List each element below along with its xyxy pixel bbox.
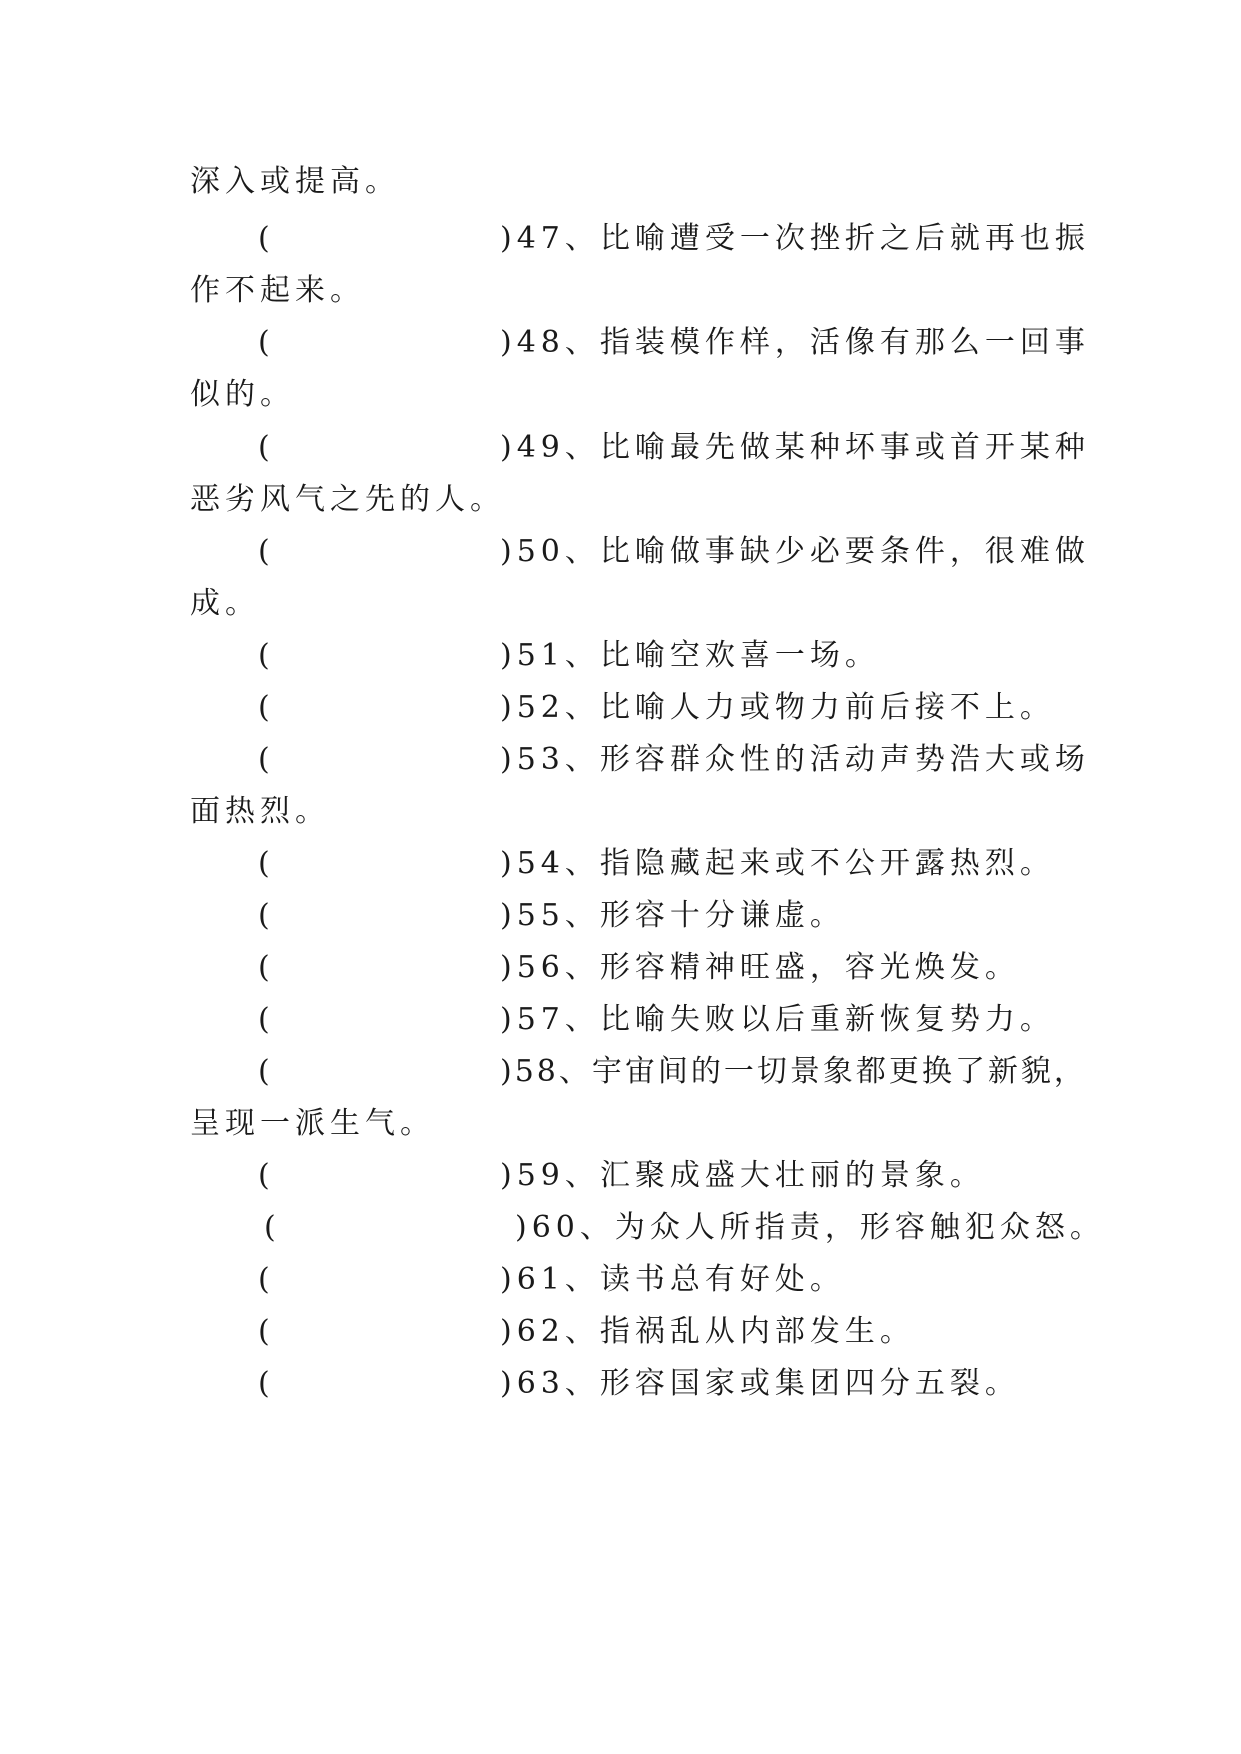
continuation-line: 面热烈。 bbox=[190, 794, 330, 829]
question-51: )51、比喻空欢喜一场。 bbox=[500, 638, 880, 673]
question-59: )59、汇聚成盛大壮丽的景象。 bbox=[500, 1158, 985, 1193]
answer-blank-open-paren: ( bbox=[258, 1262, 275, 1297]
question-61: )61、读书总有好处。 bbox=[500, 1262, 845, 1297]
answer-blank-open-paren: ( bbox=[258, 221, 275, 256]
answer-blank-open-paren: ( bbox=[258, 1366, 275, 1401]
answer-blank-open-paren: ( bbox=[258, 430, 275, 465]
answer-blank-open-paren: ( bbox=[258, 690, 275, 725]
continuation-line: 似的。 bbox=[190, 377, 295, 412]
question-52: )52、比喻人力或物力前后接不上。 bbox=[500, 690, 1055, 725]
question-63: )63、形容国家或集团四分五裂。 bbox=[500, 1366, 1020, 1401]
continuation-line: 深入或提高。 bbox=[190, 164, 400, 199]
answer-blank-open-paren: ( bbox=[258, 638, 275, 673]
question-50: )50、比喻做事缺少必要条件，很难做 bbox=[500, 534, 1090, 569]
question-58: )58、宇宙间的一切景象都更换了新貌， bbox=[500, 1054, 1087, 1089]
question-54: )54、指隐藏起来或不公开露热烈。 bbox=[500, 846, 1055, 881]
question-56: )56、形容精神旺盛，容光焕发。 bbox=[500, 950, 1020, 985]
question-47: )47、比喻遭受一次挫折之后就再也振 bbox=[500, 221, 1090, 256]
question-49: )49、比喻最先做某种坏事或首开某种 bbox=[500, 430, 1090, 465]
question-55: )55、形容十分谦虚。 bbox=[500, 898, 845, 933]
answer-blank-open-paren: ( bbox=[264, 1210, 281, 1245]
continuation-line: 恶劣风气之先的人。 bbox=[190, 482, 505, 517]
question-53: )53、形容群众性的活动声势浩大或场 bbox=[500, 742, 1090, 777]
answer-blank-open-paren: ( bbox=[258, 325, 275, 360]
answer-blank-open-paren: ( bbox=[258, 1314, 275, 1349]
question-62: )62、指祸乱从内部发生。 bbox=[500, 1314, 915, 1349]
answer-blank-open-paren: ( bbox=[258, 1054, 275, 1089]
continuation-line: 成。 bbox=[190, 586, 260, 621]
answer-blank-open-paren: ( bbox=[258, 898, 275, 933]
answer-blank-open-paren: ( bbox=[258, 534, 275, 569]
continuation-line: 作不起来。 bbox=[190, 273, 365, 308]
answer-blank-open-paren: ( bbox=[258, 1002, 275, 1037]
continuation-line: 呈现一派生气。 bbox=[190, 1106, 435, 1141]
answer-blank-open-paren: ( bbox=[258, 846, 275, 881]
answer-blank-open-paren: ( bbox=[258, 950, 275, 985]
answer-blank-open-paren: ( bbox=[258, 742, 275, 777]
question-57: )57、比喻失败以后重新恢复势力。 bbox=[500, 1002, 1055, 1037]
answer-blank-open-paren: ( bbox=[258, 1158, 275, 1193]
question-60: )60、为众人所指责，形容触犯众怒。 bbox=[515, 1210, 1105, 1245]
question-48: )48、指装模作样，活像有那么一回事 bbox=[500, 325, 1090, 360]
